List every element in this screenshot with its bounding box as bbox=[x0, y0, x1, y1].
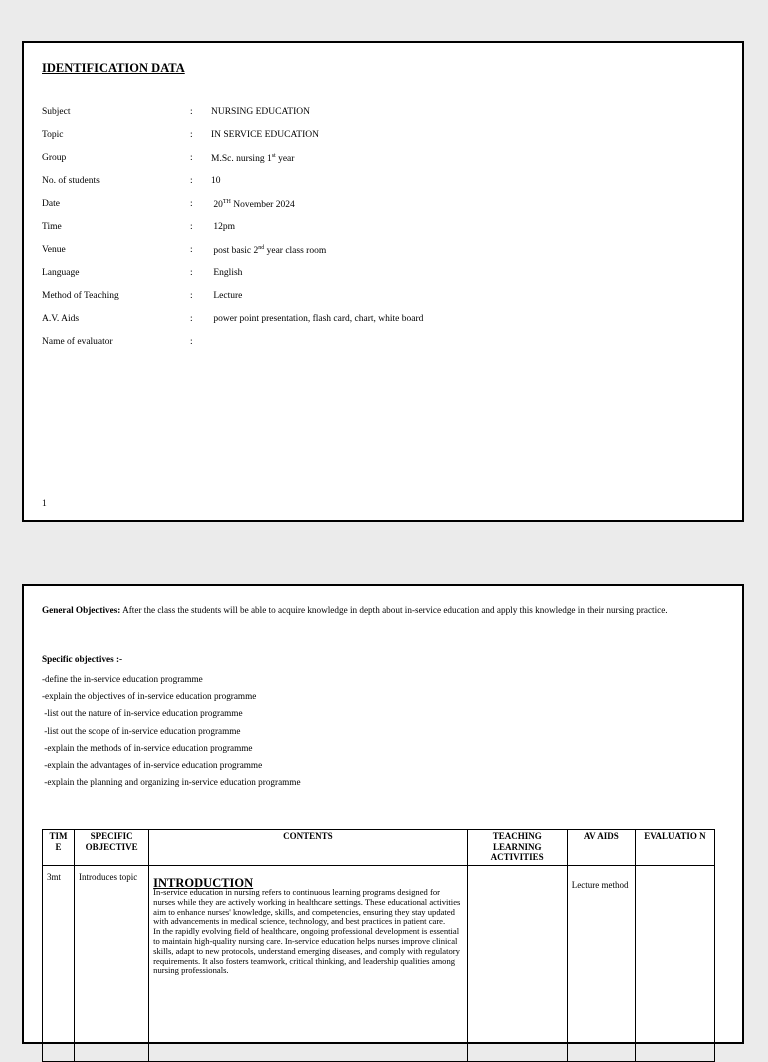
header-contents: CONTENTS bbox=[149, 830, 467, 866]
specific-objectives-heading: Specific objectives :- bbox=[42, 654, 123, 664]
row-value-superscript: st bbox=[271, 153, 276, 159]
table-header-row bbox=[43, 830, 715, 866]
row-value bbox=[211, 245, 326, 256]
header-teaching-learning-activities: TEACHING LEARNING ACTIVITIES bbox=[467, 830, 567, 866]
row-label: Date bbox=[42, 199, 60, 209]
introduction-heading: INTRODUCTION bbox=[153, 876, 254, 890]
row-value: power point presentation, flash card, chart, white board bbox=[211, 314, 424, 324]
row-colon: : bbox=[190, 245, 193, 255]
row-label: Subject bbox=[42, 107, 71, 117]
lesson-plan-table bbox=[42, 829, 715, 1062]
cell-contents bbox=[149, 866, 467, 1062]
row-label: Language bbox=[42, 268, 80, 278]
header-time: TIM E bbox=[43, 830, 75, 866]
row-value-text: November 2024 bbox=[230, 200, 295, 211]
row-value-text: post basic 2 bbox=[211, 246, 259, 257]
row-value-superscript: nd bbox=[258, 245, 265, 251]
cell-objective: Introduces topic bbox=[75, 866, 149, 1062]
row-label: Name of evaluator bbox=[42, 337, 113, 347]
document-page-2 bbox=[22, 584, 744, 1044]
cell-time: 3mt bbox=[43, 866, 75, 1062]
row-label: Group bbox=[42, 153, 67, 163]
row-label: No. of students bbox=[42, 176, 100, 186]
identification-data-title: IDENTIFICATION DATA bbox=[42, 61, 185, 75]
cell-evaluation bbox=[635, 866, 714, 1062]
row-value bbox=[211, 199, 295, 210]
row-colon: : bbox=[190, 291, 193, 301]
introduction-paragraph-1: In-service education in nursing refers to continuous learning programs designed for nurses while they are actively working in healthcare settings. These educational activities aim to enhance nurses' knowledge, skills, and competencies, ensuring they stay updated with advancements in medical science, technology, and best practices in patient care. bbox=[153, 887, 461, 927]
row-value-text: year bbox=[275, 154, 295, 165]
row-value bbox=[211, 153, 294, 164]
document-page-1 bbox=[22, 41, 744, 522]
cell-activities bbox=[467, 866, 567, 1062]
row-label: Method of Teaching bbox=[42, 291, 119, 301]
list-item: -explain the planning and organizing in-service education programme bbox=[42, 777, 301, 788]
row-value: Lecture bbox=[211, 291, 243, 301]
row-value-text: M.Sc. nursing 1 bbox=[211, 154, 272, 165]
row-value: English bbox=[211, 268, 243, 278]
row-value-superscript: TH bbox=[222, 199, 231, 205]
row-colon: : bbox=[190, 176, 193, 186]
row-label: Time bbox=[42, 222, 62, 232]
row-colon: : bbox=[190, 130, 193, 140]
list-item: -list out the nature of in-service education programme bbox=[42, 708, 243, 719]
general-objectives-text: After the class the students will be able to acquire knowledge in depth about in-service education and apply this knowledge in their nursing practice. bbox=[120, 605, 668, 615]
header-evaluation: EVALUATIO N bbox=[635, 830, 714, 866]
page-number: 1 bbox=[42, 499, 47, 509]
row-colon: : bbox=[190, 107, 193, 117]
row-label: Venue bbox=[42, 245, 66, 255]
list-item: -list out the scope of in-service education programme bbox=[42, 725, 241, 736]
general-objectives-label: General Objectives: bbox=[42, 605, 121, 615]
row-value: 10 bbox=[211, 176, 221, 186]
cell-av-aids: Lecture method bbox=[567, 866, 635, 1062]
row-colon: : bbox=[190, 153, 193, 163]
row-colon: : bbox=[190, 199, 193, 209]
row-value: IN SERVICE EDUCATION bbox=[211, 130, 319, 140]
row-value: NURSING EDUCATION bbox=[211, 107, 310, 117]
list-item: -explain the objectives of in-service education programme bbox=[42, 691, 257, 702]
row-colon: : bbox=[190, 268, 193, 278]
row-value-text: 20 bbox=[211, 200, 223, 211]
row-value-text: year class room bbox=[264, 246, 327, 257]
introduction-paragraph-2: In the rapidly evolving field of healthcare, ongoing professional development is essential to maintain high-quality nursing care. In-service education helps nurses improve clinical skills, adapt to new protocols, understand emerging diseases, and comply with regulatory requirements. It also fosters teamwork, critical thinking, and leadership qualities among nursing professionals. bbox=[153, 926, 460, 976]
list-item: -define the in-service education programme bbox=[42, 674, 203, 684]
row-value: 12pm bbox=[211, 222, 236, 232]
row-label: A.V. Aids bbox=[42, 314, 80, 324]
list-item: -explain the methods of in-service education programme bbox=[42, 742, 253, 753]
general-objectives bbox=[42, 602, 712, 619]
row-colon: : bbox=[190, 222, 193, 232]
row-colon: : bbox=[190, 314, 193, 324]
list-item: -explain the advantages of in-service education programme bbox=[42, 760, 263, 771]
row-label: Topic bbox=[42, 130, 64, 140]
specific-objectives-list bbox=[42, 671, 301, 791]
header-av-aids: AV AIDS bbox=[567, 830, 635, 866]
header-specific-objective: SPECIFIC OBJECTIVE bbox=[75, 830, 149, 866]
row-colon: : bbox=[190, 337, 193, 347]
table-row bbox=[43, 866, 715, 1062]
